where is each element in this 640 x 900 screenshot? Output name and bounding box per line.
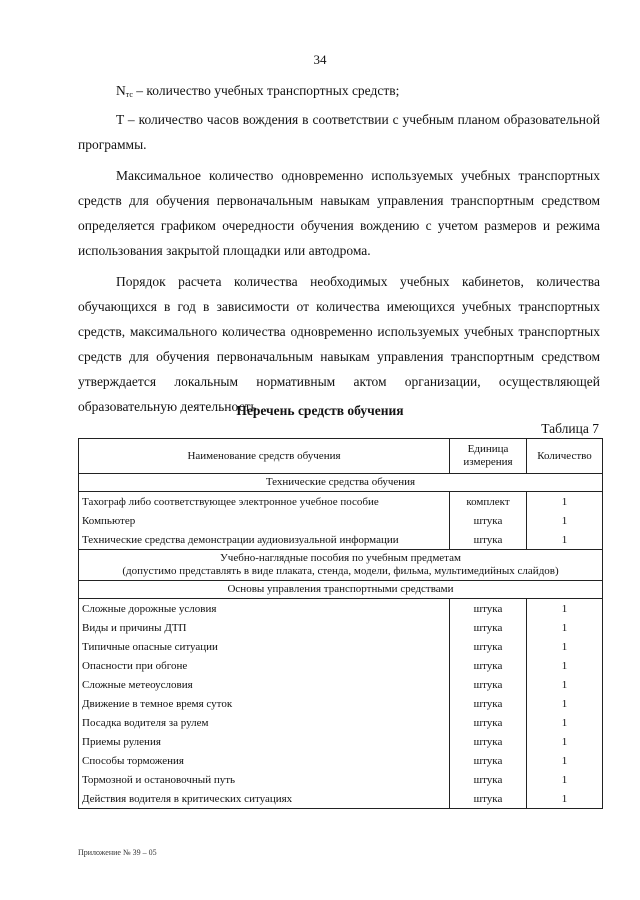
paragraph-procedure: Порядок расчета количества необходимых учебных кабинетов, количества обучающихся в год в зависимости от количества имеющихся учебных транспортных средств, максимального количества одновременно используемых учебных транспортных средств для обучения первоначальным навыкам управления транспортным средством утверждается локальным нормативным актом организации, осуществляющей образовательную деятельность. <box>78 274 600 414</box>
row-unit: штука <box>450 789 527 809</box>
paragraph-t: T – количество часов вождения в соответствии с учебным планом образовательной программы. <box>78 112 600 152</box>
table-row <box>79 599 603 619</box>
row-unit: штука <box>450 637 527 656</box>
row-name: Технические средства демонстрации аудиовизуальной информации <box>79 530 450 550</box>
row-unit: комплект <box>450 492 527 512</box>
table-row <box>79 656 603 675</box>
row-qty: 1 <box>527 751 603 770</box>
table-row <box>79 694 603 713</box>
table-label: Таблица 7 <box>541 421 599 436</box>
row-unit: штука <box>450 530 527 550</box>
section-row-visual-aids <box>79 550 603 581</box>
row-qty: 1 <box>527 770 603 789</box>
row-qty: 1 <box>527 656 603 675</box>
table-row <box>79 713 603 732</box>
table-header-row <box>79 439 603 474</box>
row-name: Сложные дорожные условия <box>79 599 450 619</box>
row-qty: 1 <box>527 599 603 619</box>
paragraph-max-count: Максимальное количество одновременно используемых учебных транспортных средств для обучения первоначальным навыкам управления транспортным средством определяется графиком очередности обучения вождению с учетом размеров и режима использования закрытой площадки или автодрома. <box>78 168 600 258</box>
table-row <box>79 675 603 694</box>
row-name: Типичные опасные ситуации <box>79 637 450 656</box>
row-qty: 1 <box>527 675 603 694</box>
row-unit: штука <box>450 618 527 637</box>
header-qty: Количество <box>527 439 603 474</box>
section-row-technical <box>79 474 603 492</box>
header-name: Наименование средств обучения <box>79 439 450 474</box>
table-row <box>79 732 603 751</box>
table-row <box>79 770 603 789</box>
page-number: 34 <box>313 52 327 67</box>
table-row <box>79 492 603 512</box>
table-row <box>79 530 603 550</box>
table-row <box>79 618 603 637</box>
row-unit: штука <box>450 694 527 713</box>
section-row-driving-basics <box>79 581 603 599</box>
equipment-table <box>78 438 603 809</box>
row-unit: штука <box>450 511 527 530</box>
header-unit: Единица измерения <box>450 439 527 474</box>
symbol-subscript: тс <box>125 90 133 99</box>
row-unit: штука <box>450 656 527 675</box>
row-name: Действия водителя в критических ситуациях <box>79 789 450 809</box>
row-qty: 1 <box>527 789 603 809</box>
row-name: Виды и причины ДТП <box>79 618 450 637</box>
section-visual-aids-line1: Учебно-наглядные пособия по учебным предметам <box>220 552 461 564</box>
row-name: Приемы руления <box>79 732 450 751</box>
row-qty: 1 <box>527 511 603 530</box>
row-unit: штука <box>450 675 527 694</box>
row-unit: штука <box>450 713 527 732</box>
body-text <box>78 78 600 419</box>
row-name: Тормозной и остановочный путь <box>79 770 450 789</box>
row-name: Компьютер <box>79 511 450 530</box>
row-name: Опасности при обгоне <box>79 656 450 675</box>
row-qty: 1 <box>527 637 603 656</box>
row-name: Посадка водителя за рулем <box>79 713 450 732</box>
row-name: Движение в темное время суток <box>79 694 450 713</box>
row-qty: 1 <box>527 618 603 637</box>
row-name: Сложные метеоусловия <box>79 675 450 694</box>
section-technical-title: Технические средства обучения <box>79 474 603 492</box>
row-qty: 1 <box>527 713 603 732</box>
row-unit: штука <box>450 599 527 619</box>
section-visual-aids-line2: (допустимо представлять в виде плаката, стенда, модели, фильма, мультимедийных слайдов) <box>122 565 559 577</box>
section-visual-aids-title <box>79 550 603 581</box>
row-name: Способы торможения <box>79 751 450 770</box>
row-qty: 1 <box>527 694 603 713</box>
section-title: Перечень средств обучения <box>236 403 404 418</box>
row-qty: 1 <box>527 530 603 550</box>
table-row <box>79 637 603 656</box>
symbol-n: N <box>116 83 126 98</box>
row-unit: штука <box>450 770 527 789</box>
table-row <box>79 751 603 770</box>
row-qty: 1 <box>527 732 603 751</box>
row-qty: 1 <box>527 492 603 512</box>
table-row <box>79 789 603 809</box>
footer-appendix: Приложение № 39 – 05 <box>78 848 157 857</box>
paragraph-ntc-text: – количество учебных транспортных средств; <box>132 83 400 98</box>
row-unit: штука <box>450 732 527 751</box>
paragraph-ntc <box>78 78 600 107</box>
row-unit: штука <box>450 751 527 770</box>
row-name: Тахограф либо соответствующее электронное учебное пособие <box>79 492 450 512</box>
section-driving-basics-title: Основы управления транспортными средствами <box>79 581 603 599</box>
table-row <box>79 511 603 530</box>
